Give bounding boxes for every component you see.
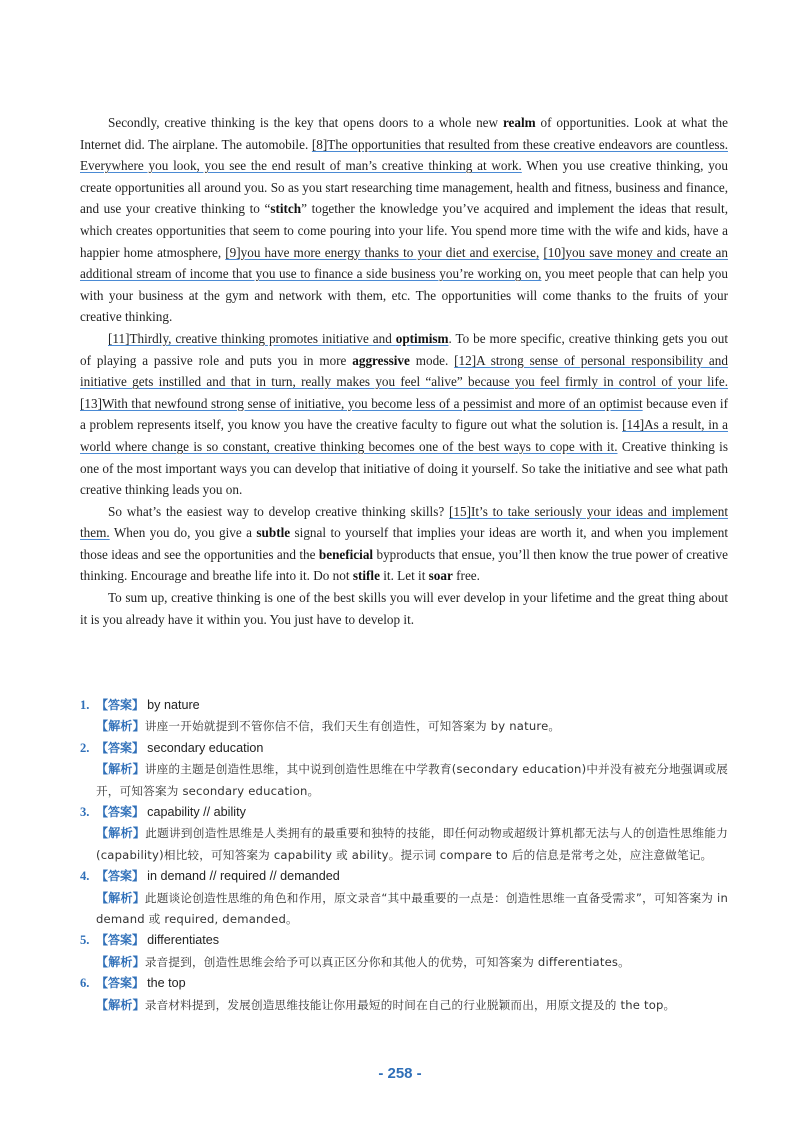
text-run: ” together the knowledge you’ve acquired and implement the ideas that result, which creates opportunities that seem to come pouring into your life. You spend more time with the wife and kids, have a happier home atmosphere, — [80, 201, 728, 260]
analysis-text: 录音材料提到，发展创造思维技能让你用最短的时间在自己的行业脱颖而出，用原文提及的 the top。 — [144, 997, 676, 1012]
bold-word: stifle — [352, 568, 380, 584]
bold-word: optimism — [395, 330, 449, 346]
bold-word: realm — [502, 115, 536, 130]
bold-word: soar — [428, 568, 453, 584]
analysis-block — [80, 716, 728, 737]
text-run: signal to yourself that implies your ideas are worth it, and when you implement those ideas and see the opportunities and the — [80, 525, 728, 562]
analysis-tag: 【解析】 — [96, 997, 145, 1012]
question-number: 4. — [80, 869, 90, 884]
analysis-tag: 【解析】 — [96, 719, 145, 734]
question-number: 1. — [80, 698, 90, 712]
analysis-tag: 【解析】 — [96, 890, 145, 905]
text-run: Creative thinking is one of the most important ways you can develop that initiative of doing it yourself. So take the initiative and see what path creative thinking leads you on. — [80, 438, 728, 498]
answer-text: by nature — [147, 698, 200, 712]
answer-item-5 — [80, 930, 728, 973]
answer-list — [80, 695, 728, 1016]
analysis-block — [80, 995, 728, 1016]
answer-item-3 — [80, 802, 728, 866]
underlined-sentence-13: [13]With that newfound strong sense of initiative, you become less of a pessimist and more of an optimist — [80, 395, 643, 411]
paragraph-4 — [80, 587, 728, 630]
underlined-sentence-15: [15]It’s to take seriously your ideas and implement them. — [80, 503, 729, 541]
underlined-sentence-11: [11]Thirdly, creative thinking promotes initiative and — [108, 330, 396, 346]
answer-tag: 【答案】 — [96, 805, 145, 820]
analysis-text: 讲座的主题是创造性思维，其中说到创造性思维在中学教育(secondary education)中并没有被充分地强调或展开，可知答案为 secondary education。 — [96, 762, 728, 798]
analysis-text: 录音提到，创造性思维会给予可以真正区分你和其他人的优势，可知答案为 differentiates。 — [144, 954, 630, 969]
answer-item-1 — [80, 695, 728, 738]
text-run: byproducts that ensue, you’ll then know the true power of creative thinking. Encourage and breathe life into it. Do not — [80, 546, 728, 584]
underlined-sentence-12: [12]A strong sense of personal responsibility and initiative gets instilled and that in turn, really makes you feel “alive” because you feel firmly in control of your life. — [80, 352, 728, 390]
text-run: you meet people that can help you with your business at the gym and network with them, etc. The opportunities will come thanks to the fruits of your creative thinking. — [80, 266, 728, 325]
answer-text: differentiates — [147, 933, 220, 948]
text-run: So what’s the easiest way to develop creative thinking skills? — [108, 503, 450, 519]
bold-word: beneficial — [318, 546, 374, 562]
page-number: - 258 - — [378, 1065, 422, 1082]
analysis-tag: 【解析】 — [96, 826, 146, 841]
question-number: 3. — [80, 805, 90, 820]
text-run: free. — [452, 568, 480, 584]
analysis-block — [80, 823, 728, 866]
paragraph-2 — [80, 328, 728, 501]
analysis-text: 此题谈论创造性思维的角色和作用，原文录音“其中最重要的一点是：创造性思维一直备受需求”，可知答案为 in demand 或 required, demanded。 — [96, 890, 728, 927]
text-run: To sum up, creative thinking is one of the best skills you will ever develop in your lifetime and the great thing about it is you already have it within you. You just have to develop it. — [80, 590, 728, 627]
analysis-tag: 【解析】 — [96, 762, 145, 777]
answer-item-2 — [80, 738, 728, 802]
analysis-block — [80, 759, 728, 802]
answer-item-4 — [80, 866, 728, 930]
text-run: of opportunities. Look at what the Internet did. The airplane. The automobile. — [80, 115, 728, 152]
answer-tag: 【答案】 — [96, 869, 145, 884]
answer-tag: 【答案】 — [96, 740, 145, 755]
underlined-sentence-10: [10]you save money and create an additional stream of income that you use to finance a side business you’re working on, — [80, 244, 728, 282]
question-number: 6. — [80, 976, 90, 991]
analysis-tag: 【解析】 — [96, 954, 145, 969]
answer-item-6 — [80, 973, 728, 1016]
answer-tag: 【答案】 — [96, 976, 145, 991]
paragraph-3 — [80, 501, 728, 587]
text-run: . To be more specific, creative thinking gets you out of playing a passive role and puts you in more — [80, 330, 728, 368]
answer-text: capability // ability — [147, 805, 246, 820]
question-number: 5. — [80, 933, 90, 948]
text-run: because even if a problem represents itself, you know you have the creative faculty to figure out what the solution is. — [80, 395, 728, 433]
text-run: mode. — [409, 352, 455, 368]
analysis-text: 讲座一开始就提到不管你信不信，我们天生有创造性，可知答案为 by nature。 — [144, 719, 561, 734]
answer-tag: 【答案】 — [96, 698, 145, 712]
bold-word: stitch — [270, 201, 302, 217]
underlined-sentence-9: [9]you have more energy thanks to your diet and exercise, — [225, 244, 540, 260]
paragraph-1 — [80, 112, 728, 328]
text-run: When you do, you give a — [109, 525, 257, 541]
question-number: 2. — [80, 740, 90, 755]
bold-word: subtle — [256, 525, 291, 541]
answer-text: the top — [147, 976, 186, 991]
text-run: When you use creative thinking, you create opportunities all around you. So as you start researching time management, health and fitness, business and finance, and use your creative thinking to “ — [80, 158, 728, 217]
answer-text: in demand // required // demanded — [147, 869, 340, 884]
passage — [80, 112, 728, 630]
analysis-block — [80, 952, 728, 973]
analysis-text: 此题讲到创造性思维是人类拥有的最重要和独特的技能，即任何动物或超级计算机都无法与人的创造性思维能力(capability)相比较，可知答案为 capability 或 ability。提示词 compare to 后的信息是常考之处，应注意做笔记。 — [96, 826, 728, 862]
bold-word: aggressive — [352, 352, 410, 368]
text-run: it. Let it — [379, 568, 429, 584]
analysis-block — [80, 888, 728, 931]
underlined-sentence-14: [14]As a result, in a world where change is so constant, creative thinking becomes one of the best ways to cope with it. — [80, 417, 729, 454]
underlined-sentence-8: [8]The opportunities that resulted from these creative endeavors are countless. Everywhere you look, you see the end result of man’s creative thinking at work. — [80, 136, 728, 174]
answer-text: secondary education — [147, 740, 264, 755]
text-run: Secondly, creative thinking is the key that opens doors to a whole new — [108, 115, 503, 130]
answer-tag: 【答案】 — [96, 933, 145, 948]
